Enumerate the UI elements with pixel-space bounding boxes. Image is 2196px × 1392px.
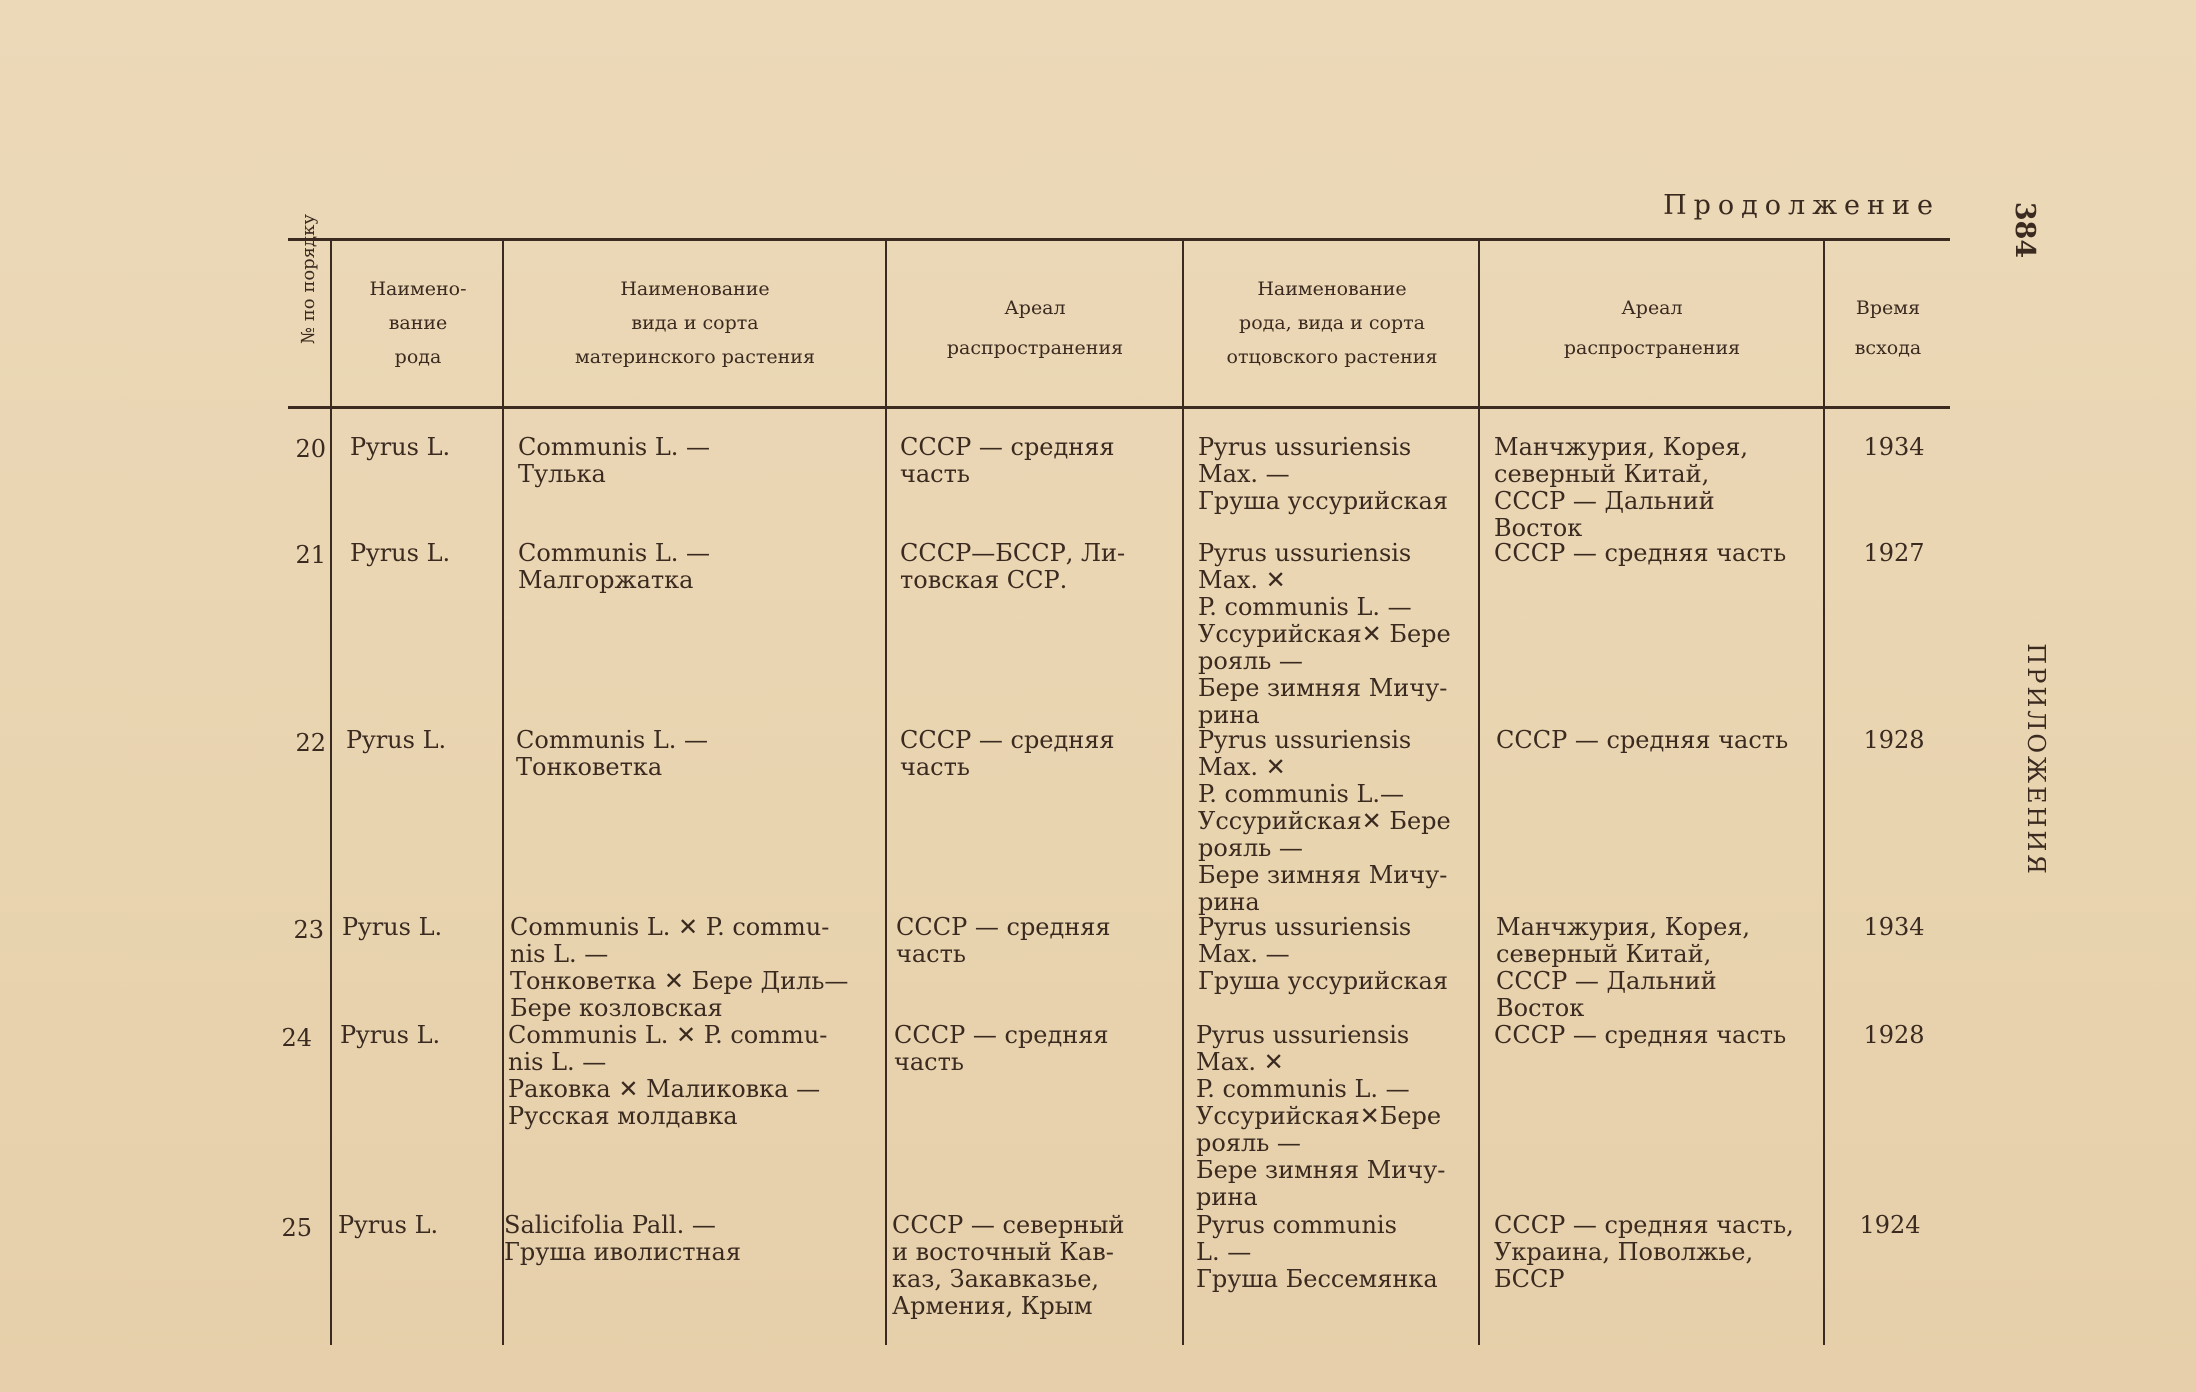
row-number: 20 — [295, 435, 326, 463]
genus-cell: Pyrus L. — [350, 433, 451, 461]
mother-plant-cell: Salicifolia Pall. — Груша иволистная — [504, 1211, 741, 1266]
emergence-year-cell: 1928 — [1863, 1021, 1925, 1049]
mother-area-cell: СССР — северный и восточный Кав- каз, Закавказье, Армения, Крым — [892, 1211, 1125, 1320]
column-header-time: Время всхода — [1854, 297, 1922, 359]
genus-cell: Pyrus L. — [342, 913, 443, 941]
emergence-year-cell: 1934 — [1863, 433, 1925, 461]
father-plant-cell: Pyrus ussuriensis Max. ✕ P. communis L. — Уссурийская✕Бере рояль — Бере зимняя Мичу- рина — [1196, 1021, 1446, 1211]
row-number: 25 — [281, 1214, 312, 1242]
mother-plant-cell: Communis L. — Тонковетка — [516, 726, 709, 781]
genus-cell: Pyrus L. — [346, 726, 447, 754]
emergence-year-cell: 1927 — [1863, 539, 1925, 567]
row-number: 22 — [295, 729, 326, 757]
column-divider — [502, 240, 504, 1345]
column-header-mother-area: Ареал распространения — [946, 297, 1124, 359]
mother-area-cell: СССР — средняя часть — [894, 1021, 1109, 1076]
father-plant-cell: Pyrus ussuriensis Max. ✕ P. communis L. — Уссурийская✕ Бере рояль — Бере зимняя Мичу- рина — [1198, 539, 1451, 729]
emergence-year-cell: 1934 — [1863, 913, 1925, 941]
column-header-father-area: Ареал распространения — [1563, 297, 1741, 359]
section-side-label: ПРИЛОЖЕНИЯ — [2022, 643, 2050, 877]
mother-plant-cell: Communis L. ✕ P. commu- nis L. — Тонковетка ✕ Бере Диль— Бере козловская — [510, 913, 849, 1022]
father-plant-cell: Pyrus ussuriensis Max. ✕ P. communis L.— Уссурийская✕ Бере рояль — Бере зимняя Мичу- рина — [1198, 726, 1451, 916]
father-plant-cell: Pyrus ussuriensis Max. — Груша уссурийская — [1198, 433, 1448, 515]
mother-plant-cell: Communis L. — Малгоржатка — [518, 539, 711, 594]
genus-cell: Pyrus L. — [340, 1021, 441, 1049]
column-divider — [885, 240, 887, 1345]
column-header-father: Наименование рода, вида и сорта отцовского растения — [1226, 278, 1438, 368]
emergence-year-cell: 1928 — [1863, 726, 1925, 754]
father-area-cell: Манчжурия, Корея, северный Китай, СССР — Дальний Восток — [1494, 433, 1749, 542]
column-header-genus: Наимено- вание рода — [369, 278, 467, 368]
mother-area-cell: СССР — средняя часть — [896, 913, 1111, 968]
mother-plant-cell: Communis L. ✕ P. commu- nis L. — Раковка ✕ Маликовка — Русская молдавка — [508, 1021, 828, 1130]
genus-cell: Pyrus L. — [338, 1211, 439, 1239]
father-plant-cell: Pyrus ussuriensis Max. — Груша уссурийская — [1198, 913, 1448, 995]
father-plant-cell: Pyrus communis L. — Груша Бессемянка — [1196, 1211, 1438, 1293]
father-area-cell: СССР — средняя часть — [1494, 1021, 1787, 1049]
column-divider — [1823, 240, 1825, 1345]
genus-cell: Pyrus L. — [350, 539, 451, 567]
father-area-cell: СССР — средняя часть — [1496, 726, 1789, 754]
mother-area-cell: СССР—БССР, Ли- товская ССР. — [900, 539, 1126, 594]
father-area-cell: СССР — средняя часть, Украина, Поволжье, БССР — [1494, 1211, 1794, 1293]
continuation-label: Продолжение — [1663, 190, 1940, 221]
page-number: 384 — [2009, 201, 2040, 259]
mother-area-cell: СССР — средняя часть — [900, 433, 1115, 488]
column-header-mother: Наименование вида и сорта материнского растения — [575, 278, 815, 368]
mother-plant-cell: Communis L. — Тулька — [518, 433, 711, 488]
column-divider — [330, 240, 332, 1345]
column-divider — [1478, 240, 1480, 1345]
column-divider — [1182, 240, 1184, 1345]
header-bottom-rule — [288, 406, 1950, 409]
father-area-cell: СССР — средняя часть — [1494, 539, 1787, 567]
mother-area-cell: СССР — средняя часть — [900, 726, 1115, 781]
emergence-year-cell: 1924 — [1859, 1211, 1921, 1239]
row-number: 21 — [295, 541, 326, 569]
table-top-rule — [288, 238, 1950, 241]
row-number: 24 — [281, 1024, 312, 1052]
column-header-num: № по порядку — [298, 214, 319, 344]
father-area-cell: Манчжурия, Корея, северный Китай, СССР — Дальний Восток — [1496, 913, 1751, 1022]
row-number: 23 — [293, 916, 324, 944]
